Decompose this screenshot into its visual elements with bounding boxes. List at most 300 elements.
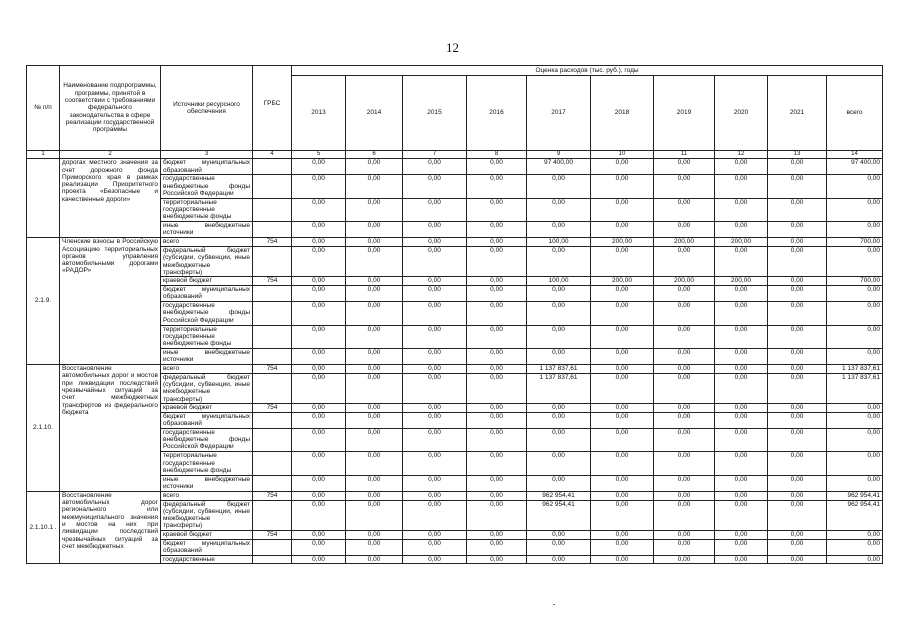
row-value: 0,00 (467, 539, 527, 555)
row-source: федеральный бюджет (субсидии, субвенции, иные межбюджетные трансферты) (161, 247, 253, 277)
row-total: 0,00 (827, 286, 883, 302)
row-grbs: 754 (253, 277, 292, 286)
row-value: 0,00 (346, 555, 403, 564)
row-value: 0,00 (768, 373, 827, 403)
row-source: федеральный бюджет (субсидии, субвенции, иные межбюджетные трансферты) (161, 500, 253, 530)
column-number: 7 (403, 151, 467, 159)
row-value: 0,00 (467, 373, 527, 403)
row-value: 0,00 (403, 198, 467, 221)
row-value: 0,00 (292, 348, 346, 364)
row-value: 0,00 (346, 530, 403, 539)
row-value: 0,00 (591, 452, 654, 475)
row-value: 0,00 (591, 500, 654, 530)
row-source: территориальные государственные внебюджетные фонды (161, 325, 253, 348)
row-value: 0,00 (654, 348, 715, 364)
row-value: 0,00 (346, 222, 403, 238)
column-number: 5 (292, 151, 346, 159)
row-value: 0,00 (591, 530, 654, 539)
row-name: Восстановление автомобильных дорог и мостов при ликвидации последствий чрезвычайных ситуаций за счет межбюджетных трансфертов из федерального бюджета (60, 365, 161, 492)
row-total: 97 400,00 (827, 159, 883, 175)
row-value: 0,00 (654, 555, 715, 564)
row-total: 962 954,41 (827, 491, 883, 500)
row-value: 0,00 (467, 247, 527, 277)
row-value: 0,00 (715, 373, 768, 403)
row-source: государственные внебюджетные фонды Российской Федерации (161, 175, 253, 198)
row-value: 0,00 (591, 404, 654, 413)
row-value: 0,00 (467, 175, 527, 198)
row-value: 0,00 (346, 277, 403, 286)
row-value: 0,00 (715, 286, 768, 302)
row-value: 0,00 (346, 452, 403, 475)
row-value: 0,00 (292, 286, 346, 302)
row-value: 0,00 (527, 412, 591, 428)
row-value: 0,00 (346, 373, 403, 403)
row-grbs: 754 (253, 404, 292, 413)
row-value: 0,00 (591, 491, 654, 500)
row-value: 0,00 (467, 302, 527, 325)
row-value: 0,00 (467, 412, 527, 428)
row-value: 0,00 (715, 428, 768, 451)
row-value: 0,00 (591, 475, 654, 491)
row-value: 0,00 (467, 325, 527, 348)
row-value: 0,00 (292, 530, 346, 539)
column-number: 3 (161, 151, 253, 159)
row-number (27, 159, 60, 238)
row-value: 0,00 (591, 222, 654, 238)
row-value: 0,00 (346, 539, 403, 555)
row-value: 0,00 (467, 500, 527, 530)
row-value: 0,00 (768, 500, 827, 530)
row-grbs (253, 286, 292, 302)
table-row (27, 159, 883, 175)
row-source: государственные (161, 555, 253, 564)
row-value: 0,00 (403, 452, 467, 475)
row-value: 0,00 (654, 428, 715, 451)
row-value: 200,00 (591, 238, 654, 247)
row-value: 200,00 (715, 238, 768, 247)
row-value: 0,00 (527, 325, 591, 348)
row-value: 0,00 (715, 500, 768, 530)
row-value: 0,00 (527, 555, 591, 564)
row-source: краевой бюджет (161, 404, 253, 413)
row-value: 100,00 (527, 238, 591, 247)
row-value: 0,00 (292, 159, 346, 175)
row-value: 0,00 (292, 373, 346, 403)
row-value: 0,00 (467, 530, 527, 539)
row-source: иные внебюджетные источники (161, 475, 253, 491)
row-source: иные внебюджетные источники (161, 222, 253, 238)
row-total: 0,00 (827, 475, 883, 491)
row-value: 0,00 (346, 491, 403, 500)
header-year: 2021 (768, 76, 827, 151)
row-value: 0,00 (292, 238, 346, 247)
row-value: 0,00 (768, 530, 827, 539)
row-value: 200,00 (654, 238, 715, 247)
row-value: 0,00 (591, 159, 654, 175)
row-value: 0,00 (768, 404, 827, 413)
row-value: 0,00 (403, 428, 467, 451)
header-year: всего (827, 76, 883, 151)
row-value: 962 954,41 (527, 500, 591, 530)
row-value: 0,00 (715, 475, 768, 491)
row-value: 0,00 (403, 222, 467, 238)
row-total: 1 137 837,61 (827, 373, 883, 403)
row-value: 0,00 (467, 159, 527, 175)
row-total: 1 137 837,61 (827, 365, 883, 374)
row-value: 0,00 (715, 325, 768, 348)
row-value: 0,00 (654, 404, 715, 413)
row-grbs (253, 373, 292, 403)
row-value: 0,00 (527, 539, 591, 555)
row-number: 2.1.10.1 . (27, 491, 60, 564)
table-row (27, 365, 883, 374)
row-value: 0,00 (467, 238, 527, 247)
header-name: Наименование подпрограммы, программы, принятой в соответствии с требованиями федерального законодательства в сфере реализации государственной программы (60, 66, 161, 151)
column-number: 12 (715, 151, 768, 159)
row-value: 0,00 (467, 222, 527, 238)
row-value: 0,00 (715, 365, 768, 374)
row-value: 0,00 (403, 491, 467, 500)
row-value: 0,00 (292, 500, 346, 530)
row-value: 0,00 (654, 159, 715, 175)
column-number: 14 (827, 151, 883, 159)
row-value: 0,00 (346, 238, 403, 247)
row-value: 0,00 (403, 247, 467, 277)
row-grbs (253, 198, 292, 221)
row-value: 0,00 (768, 539, 827, 555)
table-row (27, 238, 883, 247)
budget-table (26, 65, 883, 564)
row-value: 0,00 (768, 325, 827, 348)
row-value: 0,00 (768, 555, 827, 564)
row-value: 0,00 (346, 286, 403, 302)
header-year: 2017 (527, 76, 591, 151)
row-value: 0,00 (715, 198, 768, 221)
row-total: 0,00 (827, 325, 883, 348)
row-total: 0,00 (827, 428, 883, 451)
row-value: 200,00 (654, 277, 715, 286)
row-value: 0,00 (467, 428, 527, 451)
row-grbs (253, 428, 292, 451)
row-value: 0,00 (715, 159, 768, 175)
row-grbs (253, 175, 292, 198)
row-value: 0,00 (346, 159, 403, 175)
row-value: 0,00 (467, 475, 527, 491)
row-grbs (253, 302, 292, 325)
row-value: 0,00 (591, 198, 654, 221)
row-value: 0,00 (403, 238, 467, 247)
header-year: 2019 (654, 76, 715, 151)
row-value: 0,00 (467, 491, 527, 500)
row-value: 0,00 (715, 555, 768, 564)
row-value: 0,00 (654, 325, 715, 348)
row-value: 0,00 (346, 412, 403, 428)
row-value: 0,00 (292, 247, 346, 277)
row-value: 0,00 (591, 373, 654, 403)
row-grbs (253, 247, 292, 277)
row-value: 0,00 (715, 175, 768, 198)
row-value: 0,00 (403, 555, 467, 564)
row-source: краевой бюджет (161, 530, 253, 539)
row-source: государственные внебюджетные фонды Российской Федерации (161, 428, 253, 451)
row-value: 0,00 (403, 159, 467, 175)
row-value: 0,00 (654, 412, 715, 428)
row-total: 700,00 (827, 238, 883, 247)
row-total: 0,00 (827, 348, 883, 364)
row-source: федеральный бюджет (субсидии, субвенции, иные межбюджетные трансферты) (161, 373, 253, 403)
row-value: 0,00 (591, 365, 654, 374)
row-source: государственные внебюджетные фонды Российской Федерации (161, 302, 253, 325)
row-total: 0,00 (827, 302, 883, 325)
row-value: 0,00 (346, 348, 403, 364)
row-total: 0,00 (827, 222, 883, 238)
row-value: 0,00 (403, 325, 467, 348)
row-value: 0,00 (346, 404, 403, 413)
row-value: 0,00 (527, 175, 591, 198)
row-value: 0,00 (768, 247, 827, 277)
row-value: 0,00 (346, 500, 403, 530)
row-name: Восстановление автомобильных дорог регионального или межмуниципального значения и мостов на них при ликвидации последствий чрезвычайных ситуаций за счет межбюджетных (60, 491, 161, 564)
row-total: 0,00 (827, 539, 883, 555)
row-value: 0,00 (591, 412, 654, 428)
row-value: 0,00 (527, 348, 591, 364)
row-value: 0,00 (654, 302, 715, 325)
row-value: 0,00 (768, 159, 827, 175)
header-sources: Источники ресурсного обеспечения (161, 66, 253, 151)
row-value: 0,00 (654, 452, 715, 475)
row-value: 0,00 (591, 286, 654, 302)
row-source: бюджет муниципальных образований (161, 539, 253, 555)
row-total: 700,00 (827, 277, 883, 286)
row-total: 0,00 (827, 412, 883, 428)
column-number: 13 (768, 151, 827, 159)
row-grbs: 754 (253, 365, 292, 374)
row-source: бюджет муниципальных образований (161, 159, 253, 175)
row-value: 0,00 (467, 365, 527, 374)
row-value: 0,00 (715, 491, 768, 500)
row-value: 0,00 (768, 238, 827, 247)
row-value: 0,00 (346, 428, 403, 451)
row-value: 0,00 (346, 325, 403, 348)
row-value: 0,00 (654, 491, 715, 500)
row-total: 0,00 (827, 247, 883, 277)
row-value: 0,00 (768, 286, 827, 302)
row-value: 0,00 (768, 277, 827, 286)
row-value: 0,00 (403, 539, 467, 555)
row-value: 0,00 (467, 348, 527, 364)
row-value: 0,00 (715, 539, 768, 555)
row-source: всего (161, 365, 253, 374)
row-value: 0,00 (527, 404, 591, 413)
row-value: 0,00 (654, 222, 715, 238)
header-year: 2020 (715, 76, 768, 151)
row-value: 0,00 (292, 277, 346, 286)
row-value: 0,00 (292, 555, 346, 564)
header-estimate: Оценка расходов (тыс. руб.), годы (292, 66, 883, 76)
row-value: 0,00 (768, 452, 827, 475)
row-value: 0,00 (346, 302, 403, 325)
header-year: 2018 (591, 76, 654, 151)
row-name: дорогах местного значения за счет дорожного фонда Приморского края в рамках реализации Приоритетного проекта «Безопасные и качественные дороги» (60, 159, 161, 238)
header-num: № п/п (27, 66, 60, 151)
row-name: Членские взносы в Российскую Ассоциацию территориальных органов управления автомобильными дорогами «РАДОР» (60, 238, 161, 365)
row-value: 0,00 (527, 247, 591, 277)
row-value: 0,00 (591, 247, 654, 277)
row-value: 0,00 (292, 365, 346, 374)
row-value: 0,00 (346, 198, 403, 221)
row-value: 0,00 (654, 500, 715, 530)
row-value: 0,00 (292, 539, 346, 555)
row-value: 0,00 (654, 373, 715, 403)
row-value: 200,00 (591, 277, 654, 286)
row-value: 97 400,00 (527, 159, 591, 175)
row-value: 0,00 (403, 500, 467, 530)
row-value: 1 137 837,61 (527, 365, 591, 374)
row-value: 0,00 (292, 175, 346, 198)
row-value: 0,00 (403, 286, 467, 302)
row-source: иные внебюджетные источники (161, 348, 253, 364)
row-value: 0,00 (654, 539, 715, 555)
row-value: 1 137 837,61 (527, 373, 591, 403)
column-number: 2 (60, 151, 161, 159)
row-source: бюджет муниципальных образований (161, 412, 253, 428)
row-value: 0,00 (768, 198, 827, 221)
row-value: 0,00 (715, 412, 768, 428)
column-number: 9 (527, 151, 591, 159)
row-value: 0,00 (527, 222, 591, 238)
row-number: 2.1.9. (27, 238, 60, 365)
row-value: 0,00 (292, 491, 346, 500)
row-value: 0,00 (591, 175, 654, 198)
row-value: 0,00 (768, 491, 827, 500)
row-value: 0,00 (654, 247, 715, 277)
row-value: 0,00 (654, 530, 715, 539)
row-value: 0,00 (346, 475, 403, 491)
row-value: 0,00 (715, 404, 768, 413)
row-value: 0,00 (403, 175, 467, 198)
row-value: 0,00 (768, 222, 827, 238)
column-number: 10 (591, 151, 654, 159)
row-grbs (253, 555, 292, 564)
row-grbs: 754 (253, 491, 292, 500)
table-row (27, 491, 883, 500)
row-value: 0,00 (292, 475, 346, 491)
row-value: 0,00 (527, 475, 591, 491)
row-source: всего (161, 491, 253, 500)
row-value: 0,00 (346, 247, 403, 277)
row-value: 0,00 (403, 404, 467, 413)
row-value: 0,00 (292, 302, 346, 325)
row-grbs (253, 348, 292, 364)
row-value: 0,00 (403, 348, 467, 364)
row-source: краевой бюджет (161, 277, 253, 286)
row-value: 962 954,41 (527, 491, 591, 500)
row-value: 0,00 (467, 286, 527, 302)
row-grbs: 754 (253, 530, 292, 539)
row-value: 200,00 (715, 277, 768, 286)
row-total: 962 954,41 (827, 500, 883, 530)
row-value: 0,00 (467, 198, 527, 221)
row-value: 0,00 (654, 475, 715, 491)
row-value: 0,00 (403, 302, 467, 325)
row-value: 0,00 (654, 365, 715, 374)
header-grbs: ГРБС (253, 66, 292, 151)
row-value: 0,00 (346, 175, 403, 198)
row-grbs (253, 539, 292, 555)
row-value: 0,00 (654, 286, 715, 302)
row-value: 0,00 (292, 404, 346, 413)
row-value: 0,00 (715, 452, 768, 475)
row-total: 0,00 (827, 198, 883, 221)
row-source: бюджет муниципальных образований (161, 286, 253, 302)
row-value: 0,00 (768, 348, 827, 364)
row-grbs (253, 452, 292, 475)
row-total: 0,00 (827, 555, 883, 564)
row-total: 0,00 (827, 175, 883, 198)
row-value: 0,00 (715, 247, 768, 277)
row-value: 0,00 (654, 175, 715, 198)
row-value: 0,00 (715, 348, 768, 364)
row-value: 0,00 (527, 198, 591, 221)
header-year: 2016 (467, 76, 527, 151)
row-value: 0,00 (768, 365, 827, 374)
row-value: 0,00 (591, 428, 654, 451)
column-number: 4 (253, 151, 292, 159)
row-value: 0,00 (403, 277, 467, 286)
header-year: 2014 (346, 76, 403, 151)
row-value: 0,00 (467, 404, 527, 413)
row-value: 0,00 (403, 365, 467, 374)
scan-mark (553, 604, 555, 605)
row-value: 0,00 (591, 539, 654, 555)
row-value: 0,00 (292, 428, 346, 451)
row-grbs (253, 325, 292, 348)
row-source: территориальные государственные внебюджетные фонды (161, 198, 253, 221)
page-number: 12 (446, 40, 459, 55)
header-year: 2013 (292, 76, 346, 151)
header-year: 2015 (403, 76, 467, 151)
row-value: 0,00 (768, 428, 827, 451)
column-number: 11 (654, 151, 715, 159)
row-value: 0,00 (768, 412, 827, 428)
row-value: 0,00 (527, 428, 591, 451)
row-value: 0,00 (591, 302, 654, 325)
row-value: 0,00 (591, 325, 654, 348)
row-value: 0,00 (292, 412, 346, 428)
row-value: 0,00 (346, 365, 403, 374)
row-value: 0,00 (403, 412, 467, 428)
row-value: 0,00 (292, 325, 346, 348)
row-grbs (253, 475, 292, 491)
row-value: 0,00 (467, 277, 527, 286)
row-total: 0,00 (827, 452, 883, 475)
row-number: 2.1.10. (27, 365, 60, 492)
row-value: 0,00 (527, 302, 591, 325)
row-total: 0,00 (827, 404, 883, 413)
row-value: 0,00 (467, 555, 527, 564)
column-number: 6 (346, 151, 403, 159)
row-value: 0,00 (715, 302, 768, 325)
row-value: 0,00 (403, 373, 467, 403)
row-value: 0,00 (768, 302, 827, 325)
row-grbs (253, 500, 292, 530)
row-value: 0,00 (591, 555, 654, 564)
row-grbs: 754 (253, 238, 292, 247)
row-source: всего (161, 238, 253, 247)
row-value: 0,00 (527, 452, 591, 475)
row-value: 0,00 (768, 175, 827, 198)
row-value: 0,00 (527, 530, 591, 539)
